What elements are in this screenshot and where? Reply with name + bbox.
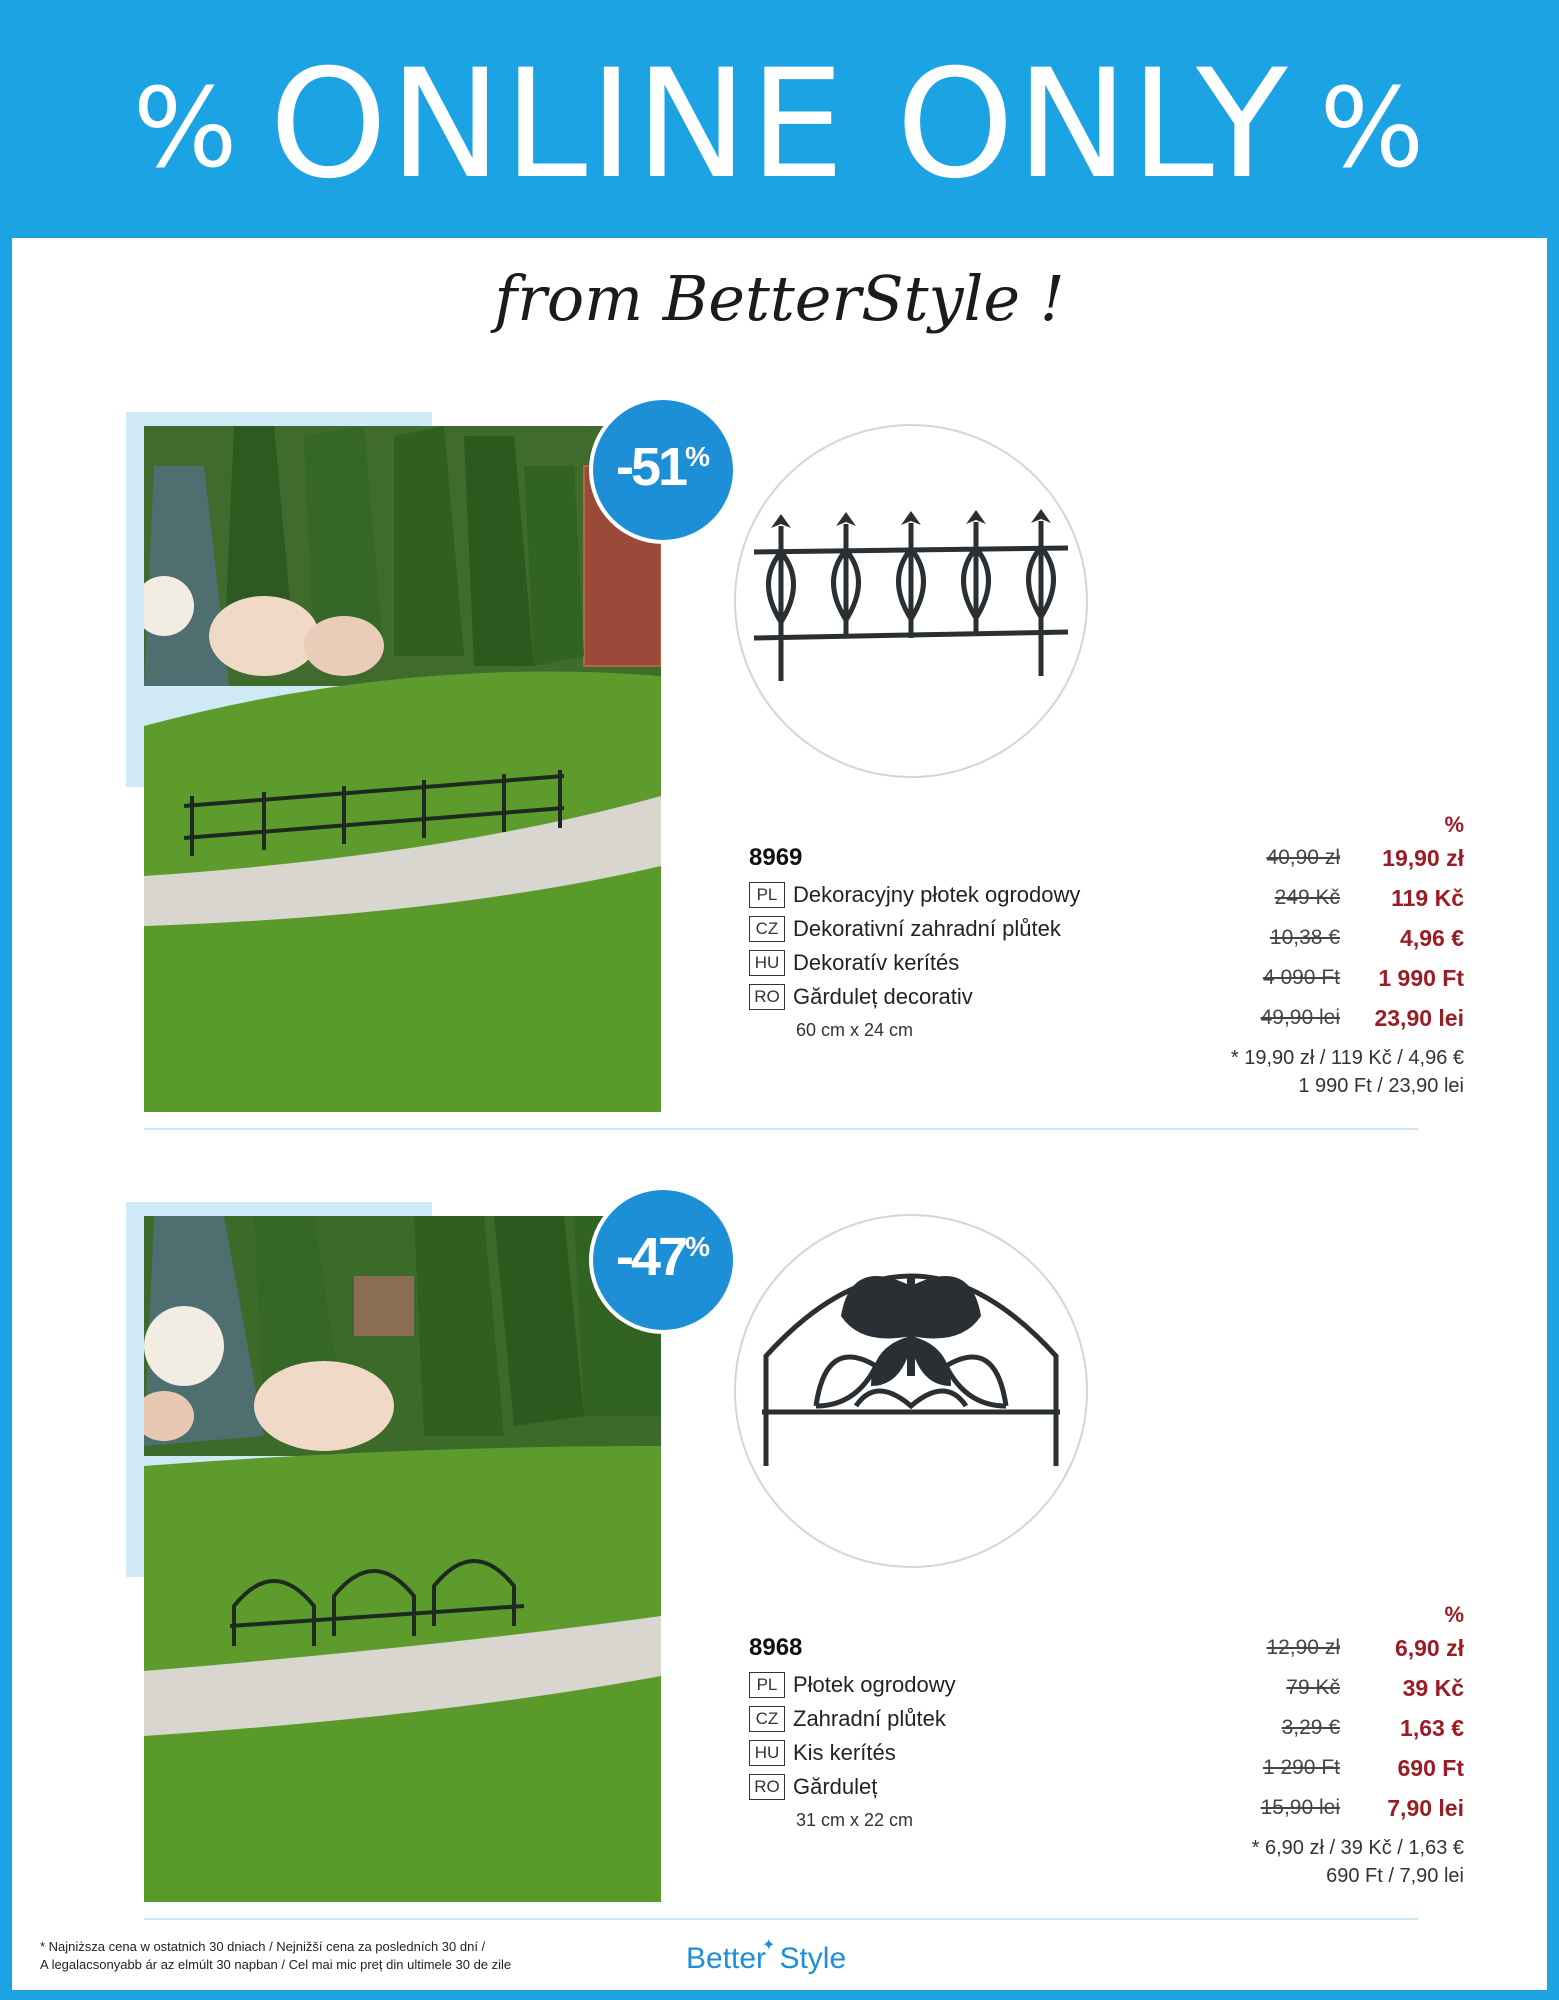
name-row-ro [749, 1770, 1209, 1804]
product-name: Zahradní plůtek [793, 1706, 946, 1731]
old-price: 4 090 Ft [1262, 966, 1340, 989]
name-row-ro [749, 980, 1209, 1014]
name-row-cz [749, 1702, 1209, 1736]
product-name: Dekorativní zahradní plůtek [793, 916, 1061, 941]
product-name: Gărduleț [793, 1774, 878, 1799]
product-name: Dekoracyjny płotek ogrodowy [793, 882, 1081, 907]
footnote-line: * Najniższa cena w ostatnich 30 dniach / Nejnižší cena za posledních 30 dní / [40, 1939, 486, 1954]
section-divider [144, 1128, 1418, 1130]
price-list [1180, 812, 1464, 1038]
lowest-price-note [1140, 1044, 1464, 1100]
product-detail-circle [734, 424, 1088, 778]
price-percent-label: % [1444, 1602, 1464, 1627]
new-price: 39 Kč [1402, 1674, 1464, 1701]
new-price: 7,90 lei [1387, 1794, 1464, 1821]
price-row-ron [1180, 1788, 1464, 1828]
ornamental-fence-icon [736, 426, 1086, 776]
price-list [1180, 1602, 1464, 1828]
new-price: 6,90 zł [1394, 1634, 1464, 1661]
percent-left: % [132, 64, 240, 192]
banner-title [0, 40, 1559, 213]
lowest-price-line: * 19,90 zł / 119 Kč / 4,96 € [1230, 1047, 1464, 1069]
lowest-price-line: 1 990 Ft / 23,90 lei [1298, 1075, 1464, 1097]
lang-code: CZ [749, 1706, 785, 1732]
lang-code: CZ [749, 916, 785, 942]
discount-value: -47 [616, 1227, 686, 1287]
logo-part: Better [686, 1942, 767, 1975]
footnote-line: A legalacsonyabb ár az elmúlt 30 napban / Cel mai mic preț din ultimele 30 de zile [40, 1957, 512, 1972]
frame-bottom [0, 1990, 1559, 2000]
butterfly-icon [841, 1276, 981, 1386]
online-only-banner [0, 0, 1559, 238]
name-row-cz [749, 912, 1209, 946]
old-price: 15,90 lei [1260, 1796, 1340, 1819]
old-price: 3,29 € [1281, 1716, 1340, 1739]
old-price: 79 Kč [1286, 1676, 1340, 1699]
discount-symbol: % [685, 1231, 710, 1262]
footer-divider [144, 1918, 1418, 1920]
product-photo [144, 1216, 661, 1902]
lowest-price-line: * 6,90 zł / 39 Kč / 1,63 € [1251, 1837, 1464, 1859]
product-photo [144, 426, 661, 1112]
betterstyle-logo [686, 1937, 847, 1976]
butterfly-fence-icon [736, 1216, 1086, 1566]
footnote [40, 1938, 511, 1974]
new-price: 1 990 Ft [1378, 964, 1464, 991]
name-row-pl [749, 1668, 1209, 1702]
product-names [749, 1668, 1209, 1804]
product-code: 8968 [749, 1634, 803, 1661]
old-price: 12,90 zł [1266, 1636, 1340, 1659]
price-row-pln [1180, 1628, 1464, 1668]
logo-part: Style [779, 1942, 847, 1975]
old-price: 249 Kč [1274, 886, 1340, 909]
lang-code: PL [749, 1672, 785, 1698]
product-detail-circle [734, 1214, 1088, 1568]
product-names [749, 878, 1209, 1014]
price-row-ron [1180, 998, 1464, 1038]
product-name: Płotek ogrodowy [793, 1672, 956, 1697]
banner-title-text: ONLINE ONLY [269, 38, 1290, 212]
new-price: 4,96 € [1400, 924, 1464, 951]
price-row-pln [1180, 838, 1464, 878]
old-price: 40,90 zł [1266, 846, 1340, 869]
price-row-czk [1180, 1668, 1464, 1708]
price-row-huf [1180, 958, 1464, 998]
subtitle: from BetterStyle ! [494, 262, 1065, 335]
product-name: Gărduleț decorativ [793, 984, 973, 1009]
lang-code: RO [749, 1774, 785, 1800]
lang-code: HU [749, 950, 785, 976]
lang-code: PL [749, 882, 785, 908]
new-price: 23,90 lei [1374, 1004, 1464, 1031]
name-row-hu [749, 1736, 1209, 1770]
new-price: 1,63 € [1400, 1714, 1464, 1741]
name-row-pl [749, 878, 1209, 912]
price-row-huf [1180, 1748, 1464, 1788]
lang-code: RO [749, 984, 785, 1010]
discount-value: -51 [616, 437, 686, 497]
product-code: 8969 [749, 844, 803, 871]
price-row-eur [1180, 918, 1464, 958]
lowest-price-note [1140, 1834, 1464, 1890]
lowest-price-line: 690 Ft / 7,90 lei [1326, 1865, 1464, 1887]
product-dimensions: 31 cm x 22 cm [796, 1810, 914, 1830]
star-icon: ✦ [762, 1937, 776, 1954]
product-dimensions: 60 cm x 24 cm [796, 1020, 914, 1040]
new-price: 19,90 zł [1382, 844, 1464, 871]
old-price: 1 290 Ft [1262, 1756, 1340, 1779]
percent-right: % [1319, 64, 1427, 192]
lang-code: HU [749, 1740, 785, 1766]
discount-badge [593, 400, 733, 540]
new-price: 119 Kč [1391, 884, 1464, 911]
price-row-eur [1180, 1708, 1464, 1748]
new-price: 690 Ft [1397, 1754, 1464, 1781]
discount-symbol: % [685, 441, 710, 472]
product-name: Kis kerítés [793, 1740, 896, 1765]
price-row-czk [1180, 878, 1464, 918]
price-percent-label: % [1444, 812, 1464, 837]
old-price: 49,90 lei [1260, 1006, 1340, 1029]
discount-badge [593, 1190, 733, 1330]
name-row-hu [749, 946, 1209, 980]
product-name: Dekoratív kerítés [793, 950, 960, 975]
old-price: 10,38 € [1269, 926, 1340, 949]
